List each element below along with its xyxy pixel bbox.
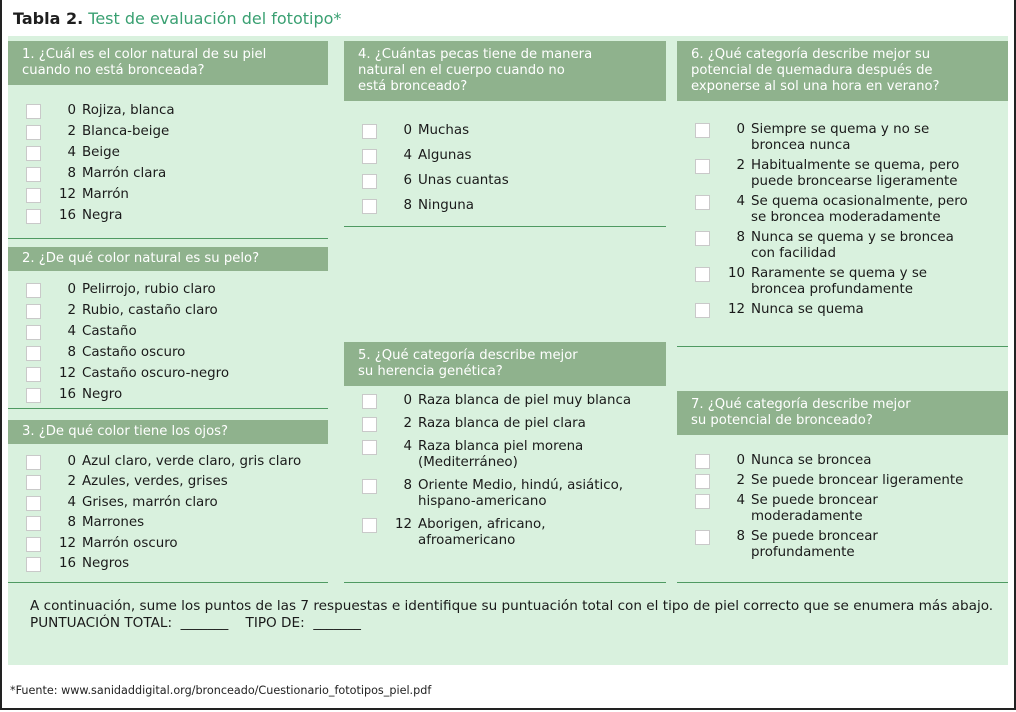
answer-option[interactable] xyxy=(8,454,328,470)
answer-checkbox[interactable] xyxy=(26,475,41,490)
answer-option[interactable] xyxy=(677,230,1008,262)
answer-checkbox[interactable] xyxy=(362,174,377,189)
question-heading-line: natural en el cuerpo cuando no xyxy=(358,63,565,78)
answer-option[interactable] xyxy=(8,345,328,361)
option-label xyxy=(82,387,324,403)
question-heading-line: exponerse al sol una hora en verano? xyxy=(691,79,940,94)
option-label-line: Muchas xyxy=(418,123,470,138)
option-label xyxy=(418,393,662,409)
option-label xyxy=(82,556,324,572)
answer-option[interactable] xyxy=(8,166,328,182)
option-label xyxy=(751,194,1004,226)
option-label-line: Marrones xyxy=(82,515,145,531)
option-label-line: Algunas xyxy=(418,148,472,163)
option-points: 6 xyxy=(403,173,412,188)
option-label-line: Nunca se quema y se broncea xyxy=(751,230,954,245)
option-label xyxy=(751,302,1004,318)
answer-option[interactable] xyxy=(8,366,328,382)
answer-option[interactable] xyxy=(344,439,666,471)
question-7-heading xyxy=(677,391,1008,435)
option-points: 0 xyxy=(736,453,745,468)
answer-checkbox[interactable] xyxy=(26,388,41,403)
option-label xyxy=(751,493,1004,525)
answer-option[interactable] xyxy=(8,282,328,298)
answer-option[interactable] xyxy=(8,387,328,403)
option-points: 4 xyxy=(67,494,76,510)
option-label-line: Castaño oscuro xyxy=(82,345,186,360)
option-points: 16 xyxy=(58,208,76,223)
question-2-heading xyxy=(8,247,328,271)
option-label-line: Rubio, castaño claro xyxy=(82,303,218,318)
option-label-line: Oriente Medio, hindú, asiático, xyxy=(418,478,624,493)
option-label-line: Unas cuantas xyxy=(418,173,509,188)
option-label xyxy=(751,158,1004,190)
answer-option[interactable] xyxy=(677,473,1008,489)
answer-option[interactable] xyxy=(8,536,328,552)
option-label xyxy=(418,439,662,471)
question-heading-line: 7. ¿Qué categoría describe mejor xyxy=(691,397,911,412)
answer-option[interactable] xyxy=(344,123,666,139)
answer-option[interactable] xyxy=(677,158,1008,190)
answer-checkbox[interactable] xyxy=(695,494,710,509)
option-points: 0 xyxy=(403,123,412,138)
option-label-line: Ninguna xyxy=(418,198,474,213)
question-heading-line: potencial de quemadura después de xyxy=(691,63,933,78)
divider xyxy=(677,582,1008,583)
option-label-line: Nunca se broncea xyxy=(751,453,872,468)
option-label-line: Azul claro, verde claro, gris claro xyxy=(82,454,302,469)
option-label xyxy=(82,454,324,470)
question-heading-line: 5. ¿Qué categoría describe mejor xyxy=(358,348,578,363)
question-heading-line: 2. ¿De qué color natural es su pelo? xyxy=(22,251,260,266)
option-label xyxy=(418,123,662,139)
answer-checkbox[interactable] xyxy=(26,537,41,552)
answer-checkbox[interactable] xyxy=(695,474,710,489)
answer-option[interactable] xyxy=(8,208,328,224)
question-4-heading xyxy=(344,41,666,101)
option-label xyxy=(82,282,324,298)
option-points: 4 xyxy=(67,145,76,160)
option-label-line: Se quema ocasionalmente, pero xyxy=(751,194,968,209)
answer-checkbox[interactable] xyxy=(26,125,41,140)
answer-option[interactable] xyxy=(8,303,328,319)
option-points: 8 xyxy=(736,230,745,245)
answer-option[interactable] xyxy=(8,124,328,140)
answer-option[interactable] xyxy=(677,122,1008,154)
option-label-line: Negros xyxy=(82,556,130,571)
option-points: 2 xyxy=(67,303,76,318)
answer-checkbox[interactable] xyxy=(26,496,41,511)
option-label xyxy=(82,474,324,490)
option-label xyxy=(82,366,324,382)
option-points: 8 xyxy=(736,529,745,544)
answer-option[interactable] xyxy=(8,556,328,572)
answer-checkbox[interactable] xyxy=(26,325,41,340)
option-label-line: Raza blanca de piel muy blanca xyxy=(418,393,632,408)
option-label xyxy=(751,230,1004,262)
option-label-line: Se puede broncear ligeramente xyxy=(751,473,964,488)
answer-checkbox[interactable] xyxy=(26,557,41,572)
answer-option[interactable] xyxy=(8,474,328,490)
answer-checkbox[interactable] xyxy=(26,516,41,531)
option-label-line: Beige xyxy=(82,145,120,160)
option-label-line: Grises, marrón claro xyxy=(82,494,218,510)
option-label-line: Negro xyxy=(82,387,123,402)
answer-checkbox[interactable] xyxy=(26,209,41,224)
answer-checkbox[interactable] xyxy=(695,530,710,545)
question-3-heading xyxy=(8,420,328,444)
answer-option[interactable] xyxy=(677,266,1008,298)
option-label xyxy=(82,166,324,182)
question-1-heading xyxy=(8,41,328,85)
questionnaire-panel xyxy=(8,36,1008,665)
answer-checkbox[interactable] xyxy=(26,346,41,361)
option-label-line: Raza blanca de piel clara xyxy=(418,416,586,431)
option-label xyxy=(82,303,324,319)
answer-checkbox[interactable] xyxy=(695,195,710,210)
option-label-line: profundamente xyxy=(751,545,855,560)
answer-checkbox[interactable] xyxy=(695,303,710,318)
question-heading-line: 4. ¿Cuántas pecas tiene de manera xyxy=(358,47,593,62)
option-points: 2 xyxy=(403,416,412,431)
option-label xyxy=(418,478,662,510)
option-points: 8 xyxy=(67,515,76,531)
question-heading-line: su potencial de bronceado? xyxy=(691,413,873,428)
answer-checkbox[interactable] xyxy=(26,283,41,298)
option-label xyxy=(751,122,1004,154)
answer-option[interactable] xyxy=(8,495,328,511)
option-points: 4 xyxy=(403,439,412,454)
option-points: 4 xyxy=(403,148,412,163)
option-points: 2 xyxy=(736,473,745,488)
answer-checkbox[interactable] xyxy=(26,304,41,319)
option-points: 4 xyxy=(67,324,76,339)
title-text: Test de evaluación del fototipo* xyxy=(88,9,342,28)
option-label-line: broncea nunca xyxy=(751,138,851,153)
divider xyxy=(344,226,666,227)
option-label-line: Negra xyxy=(82,208,123,223)
answer-option[interactable] xyxy=(344,198,666,214)
answer-option[interactable] xyxy=(8,103,328,119)
question-heading-line: 1. ¿Cuál es el color natural de su piel xyxy=(22,47,267,62)
option-label-line: hispano-americano xyxy=(418,494,547,509)
option-label-line: Marrón clara xyxy=(82,166,167,181)
option-points: 8 xyxy=(403,198,412,213)
divider xyxy=(8,582,328,583)
divider xyxy=(8,238,328,239)
answer-checkbox[interactable] xyxy=(695,454,710,469)
answer-checkbox[interactable] xyxy=(695,231,710,246)
option-points: 12 xyxy=(727,302,745,317)
answer-option[interactable] xyxy=(677,453,1008,469)
option-label xyxy=(82,103,324,119)
answer-checkbox[interactable] xyxy=(362,417,377,432)
answer-option[interactable] xyxy=(8,515,328,531)
title-label: Tabla 2. xyxy=(13,9,84,28)
option-label-line: se broncea moderadamente xyxy=(751,210,941,225)
answer-option[interactable] xyxy=(344,393,666,409)
answer-checkbox[interactable] xyxy=(362,479,377,494)
answer-checkbox[interactable] xyxy=(695,159,710,174)
option-points: 4 xyxy=(736,493,745,508)
option-label xyxy=(82,145,324,161)
table-title xyxy=(13,8,341,30)
option-label-line: Se puede broncear xyxy=(751,493,878,508)
answer-checkbox[interactable] xyxy=(26,455,41,470)
option-label xyxy=(82,124,324,140)
option-label xyxy=(751,529,1004,561)
answer-checkbox[interactable] xyxy=(26,104,41,119)
total-score-line: PUNTUACIÓN TOTAL: _______ TIPO DE: _______ xyxy=(30,615,361,631)
option-points: 2 xyxy=(736,158,745,173)
option-label-line: afroamericano xyxy=(418,533,516,548)
option-points: 12 xyxy=(58,535,76,551)
answer-checkbox[interactable] xyxy=(362,440,377,455)
answer-checkbox[interactable] xyxy=(26,188,41,203)
option-label-line: Marrón oscuro xyxy=(82,535,178,551)
answer-option[interactable] xyxy=(344,416,666,432)
option-label xyxy=(82,495,324,511)
option-points: 0 xyxy=(403,393,412,408)
option-label xyxy=(82,345,324,361)
option-points: 10 xyxy=(727,266,745,281)
option-label-line: Aborigen, africano, xyxy=(418,517,546,532)
question-heading-line: 3. ¿De qué color tiene los ojos? xyxy=(22,424,229,439)
question-6-heading xyxy=(677,41,1008,101)
option-points: 16 xyxy=(58,556,76,571)
option-points: 0 xyxy=(67,103,76,118)
option-label-line: Rojiza, blanca xyxy=(82,103,175,118)
option-label xyxy=(418,198,662,214)
answer-option[interactable] xyxy=(344,517,666,549)
option-points: 2 xyxy=(67,124,76,139)
option-points: 8 xyxy=(67,166,76,181)
answer-checkbox[interactable] xyxy=(362,124,377,139)
option-points: 8 xyxy=(67,345,76,360)
option-label-line: con facilidad xyxy=(751,246,836,261)
question-heading-line: cuando no está bronceada? xyxy=(22,63,205,78)
answer-option[interactable] xyxy=(8,187,328,203)
option-label-line: broncea profundamente xyxy=(751,282,914,297)
divider xyxy=(8,408,328,409)
option-label xyxy=(751,473,1004,489)
option-label-line: Nunca se quema xyxy=(751,302,864,317)
option-label-line: moderadamente xyxy=(751,509,863,524)
option-label-line: Blanca-beige xyxy=(82,124,170,139)
option-label xyxy=(751,453,1004,469)
answer-checkbox[interactable] xyxy=(362,394,377,409)
option-label-line: Azules, verdes, grises xyxy=(82,474,228,490)
answer-checkbox[interactable] xyxy=(695,123,710,138)
option-label-line: Habitualmente se quema, pero xyxy=(751,158,960,173)
divider xyxy=(677,346,1008,347)
answer-option[interactable] xyxy=(677,529,1008,561)
answer-checkbox[interactable] xyxy=(26,146,41,161)
option-label xyxy=(82,536,324,552)
option-label-line: Raza blanca piel morena xyxy=(418,439,584,454)
answer-option[interactable] xyxy=(8,145,328,161)
option-label xyxy=(751,266,1004,298)
option-label-line: Castaño oscuro-negro xyxy=(82,366,230,381)
option-points: 0 xyxy=(736,122,745,137)
answer-checkbox[interactable] xyxy=(362,518,377,533)
question-heading-line: está bronceado? xyxy=(358,79,468,94)
question-heading-line: su herencia genética? xyxy=(358,364,503,379)
option-label-line: Pelirrojo, rubio claro xyxy=(82,282,216,297)
option-label xyxy=(418,416,662,432)
option-label xyxy=(418,173,662,189)
answer-checkbox[interactable] xyxy=(362,149,377,164)
question-5-heading xyxy=(344,342,666,386)
source-note: *Fuente: www.sanidaddigital.org/bronceado/Cuestionario_fototipos_piel.pdf xyxy=(10,684,432,697)
answer-option[interactable] xyxy=(344,478,666,510)
answer-option[interactable] xyxy=(344,173,666,189)
option-points: 16 xyxy=(58,387,76,402)
option-points: 2 xyxy=(67,474,76,490)
option-points: 8 xyxy=(403,478,412,493)
option-points: 12 xyxy=(394,517,412,532)
option-points: 0 xyxy=(67,454,76,469)
option-label xyxy=(82,187,324,203)
question-heading-line: 6. ¿Qué categoría describe mejor su xyxy=(691,47,931,62)
answer-checkbox[interactable] xyxy=(695,267,710,282)
option-label xyxy=(82,208,324,224)
instructions-text: A continuación, sume los puntos de las 7 respuestas e identifique su puntuación total con el tipo de piel correcto que se enumera más abajo. xyxy=(30,598,994,614)
option-points: 12 xyxy=(58,187,76,202)
option-label-line: Siempre se quema y no se xyxy=(751,122,930,137)
answer-checkbox[interactable] xyxy=(26,367,41,382)
divider xyxy=(344,582,666,583)
answer-option[interactable] xyxy=(344,148,666,164)
option-label-line: (Mediterráneo) xyxy=(418,455,518,470)
option-label xyxy=(418,148,662,164)
option-label xyxy=(82,324,324,340)
option-label-line: Castaño xyxy=(82,324,137,339)
answer-checkbox[interactable] xyxy=(362,199,377,214)
option-points: 4 xyxy=(736,194,745,209)
option-label-line: Marrón xyxy=(82,187,129,202)
option-label-line: Se puede broncear xyxy=(751,529,878,544)
answer-checkbox[interactable] xyxy=(26,167,41,182)
option-label xyxy=(82,515,324,531)
instructions xyxy=(30,598,1000,632)
answer-option[interactable] xyxy=(677,493,1008,525)
option-points: 12 xyxy=(58,366,76,381)
option-label-line: Raramente se quema y se xyxy=(751,266,928,281)
answer-option[interactable] xyxy=(677,302,1008,318)
option-label-line: puede broncearse ligeramente xyxy=(751,174,958,189)
answer-option[interactable] xyxy=(8,324,328,340)
answer-option[interactable] xyxy=(677,194,1008,226)
option-points: 0 xyxy=(67,282,76,297)
option-label xyxy=(418,517,662,549)
